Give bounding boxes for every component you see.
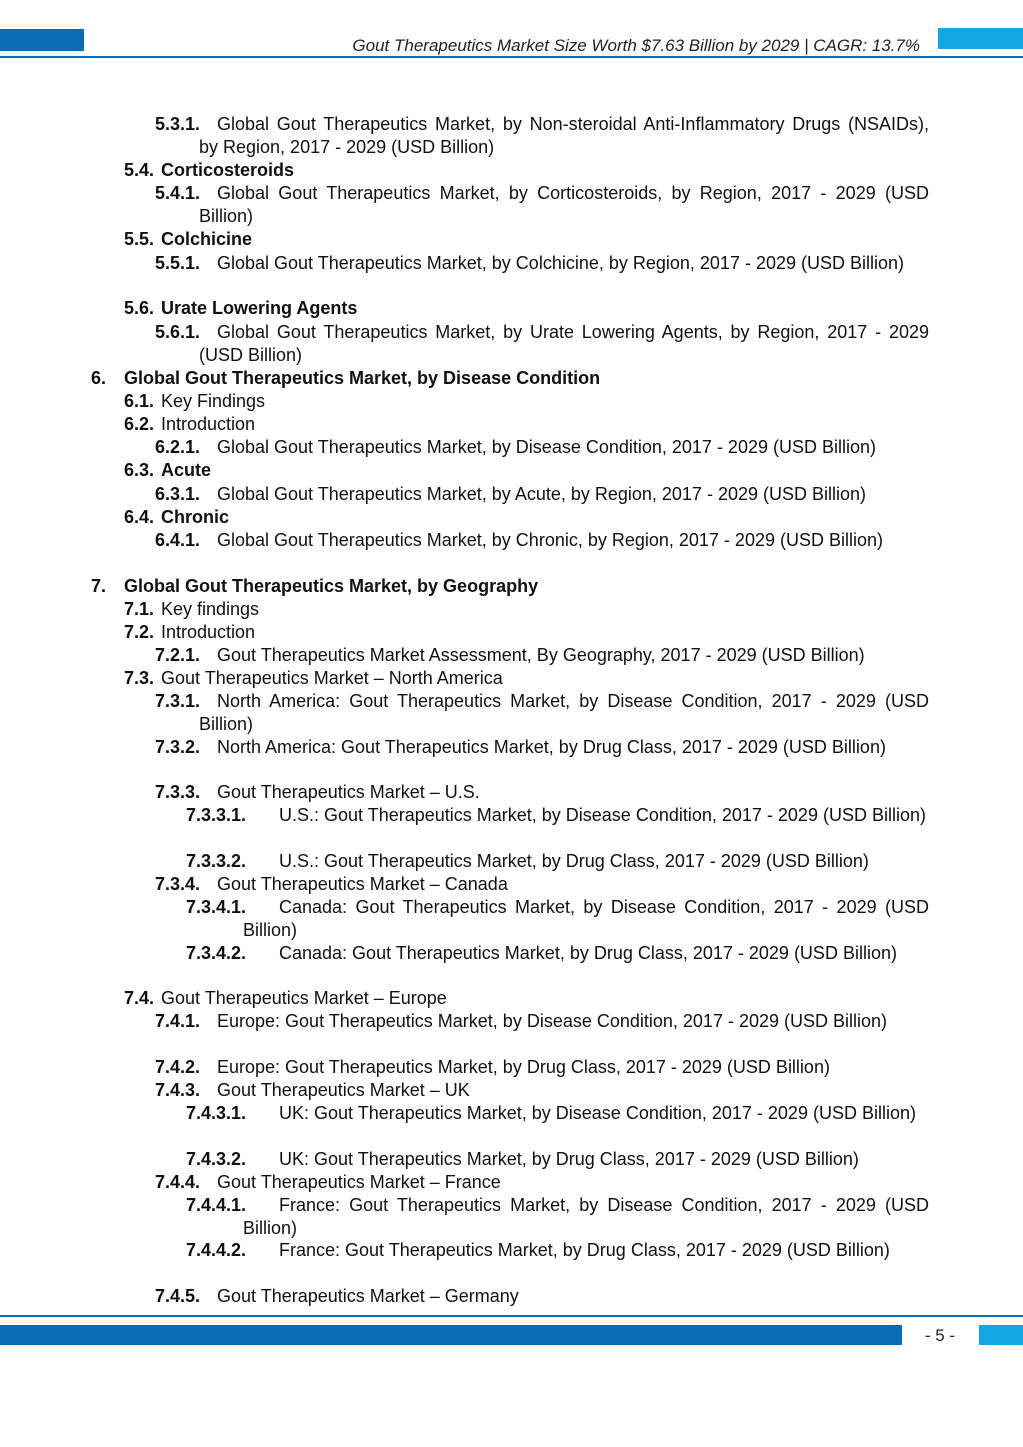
toc-entry [124, 506, 929, 529]
toc-entry [124, 459, 929, 482]
toc-entry-text: Global Gout Therapeutics Market, by Geography [124, 576, 539, 596]
toc-entry-text: Global Gout Therapeutics Market, by Non-steroidal Anti-Inflammatory Drugs (NSAIDs), by Region, 2017 - 2029 (USD Billion) [199, 114, 929, 157]
toc-entry-number: 5.5. [124, 229, 155, 249]
toc-entry-number: 7.3. [124, 668, 155, 688]
header-rule [0, 56, 1023, 58]
toc-entry [186, 1194, 929, 1239]
toc-entry-text: Urate Lowering Agents [161, 298, 358, 318]
toc-entry-number: 5.4.1. [155, 183, 201, 203]
toc-entry-text: Key Findings [161, 391, 266, 411]
footer-bar [0, 1325, 902, 1345]
toc-entry [155, 1285, 929, 1308]
toc-entry [155, 182, 929, 227]
page-number: - 5 - [924, 1326, 956, 1345]
toc-entry [155, 781, 929, 804]
toc-entry-text: Gout Therapeutics Market Assessment, By Geography, 2017 - 2029 (USD Billion) [217, 645, 865, 665]
toc-entry-number: 7.3.4. [155, 874, 201, 894]
toc-entry-text: Global Gout Therapeutics Market, by Urate Lowering Agents, by Region, 2017 - 2029 (USD Billion) [199, 322, 929, 365]
toc-entry [124, 159, 929, 182]
toc-entry [124, 987, 929, 1010]
toc-entry-number: 7.3.4.1. [186, 897, 247, 917]
toc-entry [186, 942, 929, 965]
toc-entry-text: Global Gout Therapeutics Market, by Colchicine, by Region, 2017 - 2029 (USD Billion) [217, 253, 905, 273]
toc-entry-number: 7.4.4.2. [186, 1240, 247, 1260]
toc-entry [155, 1010, 929, 1033]
toc-entry [155, 690, 929, 735]
toc-entry-number: 5.6.1. [155, 322, 201, 342]
toc-entry-text: Global Gout Therapeutics Market, by Acute, by Region, 2017 - 2029 (USD Billion) [217, 484, 867, 504]
toc-entry-number: 5.6. [124, 298, 155, 318]
toc-entry-text: Gout Therapeutics Market – France [217, 1172, 501, 1192]
toc-entry-number: 7.3.4.2. [186, 943, 247, 963]
toc-entry-text: U.S.: Gout Therapeutics Market, by Disease Condition, 2017 - 2029 (USD Billion) [279, 805, 926, 825]
toc-entry-text: Gout Therapeutics Market – North America [161, 668, 503, 688]
toc-entry-text: Introduction [161, 414, 256, 434]
toc-entry [124, 390, 929, 413]
toc-entry-text: Gout Therapeutics Market – Europe [161, 988, 447, 1008]
footer-accent-right [979, 1325, 1023, 1345]
toc-entry-number: 7.3.1. [155, 691, 201, 711]
toc-entry [155, 1079, 929, 1102]
toc-entry [124, 621, 929, 644]
toc-entry-number: 7.2. [124, 622, 155, 642]
toc-entry-text: Chronic [161, 507, 230, 527]
toc-entry-number: 7.4.3.1. [186, 1103, 247, 1123]
toc-entry-number: 5.5.1. [155, 253, 201, 273]
toc-entry-text: Gout Therapeutics Market – Germany [217, 1286, 519, 1306]
toc-entry-number: 7.3.2. [155, 737, 201, 757]
toc-entry-text: Gout Therapeutics Market – U.S. [217, 782, 480, 802]
toc-entry [124, 667, 929, 690]
toc-entry [186, 804, 929, 827]
toc-entry-text: Colchicine [161, 229, 253, 249]
toc-entry-text: UK: Gout Therapeutics Market, by Disease Condition, 2017 - 2029 (USD Billion) [279, 1103, 916, 1123]
toc-entry-number: 6.3. [124, 460, 155, 480]
toc-entry-number: 6.2. [124, 414, 155, 434]
toc-entry-text: UK: Gout Therapeutics Market, by Drug Class, 2017 - 2029 (USD Billion) [279, 1149, 859, 1169]
header-title: Gout Therapeutics Market Size Worth $7.63 Billion by 2029 | CAGR: 13.7% [352, 36, 920, 55]
toc-entry [155, 436, 929, 459]
toc-entry [155, 113, 929, 158]
toc-entry-number: 6.4.1. [155, 530, 201, 550]
toc-entry [155, 252, 929, 275]
toc-entry-text: Acute [161, 460, 212, 480]
toc-entry [155, 1056, 929, 1079]
toc-entry-text: Canada: Gout Therapeutics Market, by Disease Condition, 2017 - 2029 (USD Billion) [243, 897, 929, 940]
toc-entry-number: 7.4.1. [155, 1011, 201, 1031]
toc-entry [124, 413, 929, 436]
toc-entry-text: Global Gout Therapeutics Market, by Disease Condition [124, 368, 601, 388]
toc-entry [91, 367, 929, 390]
toc-entry-number: 5.3.1. [155, 114, 201, 134]
toc-entry-text: Introduction [161, 622, 256, 642]
toc-entry [124, 598, 929, 621]
toc-entry [186, 1102, 929, 1125]
toc-entry-text: U.S.: Gout Therapeutics Market, by Drug Class, 2017 - 2029 (USD Billion) [279, 851, 869, 871]
header-accent-right [938, 28, 1023, 49]
toc-entry [124, 228, 929, 251]
toc-entry-text: Global Gout Therapeutics Market, by Chronic, by Region, 2017 - 2029 (USD Billion) [217, 530, 883, 550]
toc-entry-text: Global Gout Therapeutics Market, by Disease Condition, 2017 - 2029 (USD Billion) [217, 437, 876, 457]
toc-entry-number: 7.4.3. [155, 1080, 201, 1100]
toc-entry-number: 7.3.3.1. [186, 805, 247, 825]
toc-entry-number: 6.4. [124, 507, 155, 527]
toc-entry-text: Gout Therapeutics Market – UK [217, 1080, 470, 1100]
toc-entry-number: 7.4.5. [155, 1286, 201, 1306]
toc-entry-number: 5.4. [124, 160, 155, 180]
toc-entry-number: 7.2.1. [155, 645, 201, 665]
toc-entry [155, 483, 929, 506]
header-accent-left [0, 29, 84, 51]
toc-entry-text: North America: Gout Therapeutics Market, by Disease Condition, 2017 - 2029 (USD Billion) [199, 691, 929, 734]
toc-entry [91, 575, 929, 598]
toc-entry-number: 6. [91, 368, 107, 388]
toc-entry-text: Europe: Gout Therapeutics Market, by Disease Condition, 2017 - 2029 (USD Billion) [217, 1011, 888, 1031]
toc-entry [186, 1148, 929, 1171]
toc-entry [186, 896, 929, 941]
toc-entry [155, 873, 929, 896]
toc-entry-number: 7.3.3.2. [186, 851, 247, 871]
toc-entry [155, 321, 929, 366]
toc-entry [155, 644, 929, 667]
toc-entry [155, 529, 929, 552]
toc-entry [186, 1239, 929, 1262]
toc-entry-text: Canada: Gout Therapeutics Market, by Drug Class, 2017 - 2029 (USD Billion) [279, 943, 897, 963]
toc-entry-number: 7.3.3. [155, 782, 201, 802]
toc-entry [124, 297, 929, 320]
toc-entry-text: Gout Therapeutics Market – Canada [217, 874, 508, 894]
footer-rule [0, 1315, 1023, 1317]
toc-entry-number: 7.1. [124, 599, 155, 619]
toc-entry-text: North America: Gout Therapeutics Market, by Drug Class, 2017 - 2029 (USD Billion) [217, 737, 886, 757]
toc-entry-number: 7.4.2. [155, 1057, 201, 1077]
toc-entry-text: Global Gout Therapeutics Market, by Corticosteroids, by Region, 2017 - 2029 (USD Billion) [199, 183, 929, 226]
toc-entry [155, 736, 929, 759]
toc-entry-text: Key findings [161, 599, 260, 619]
toc-entry-text: Corticosteroids [161, 160, 295, 180]
toc-entry-number: 6.3.1. [155, 484, 201, 504]
toc-entry-number: 6.2.1. [155, 437, 201, 457]
toc-entry-text: Europe: Gout Therapeutics Market, by Drug Class, 2017 - 2029 (USD Billion) [217, 1057, 830, 1077]
toc-entry-number: 7.4.3.2. [186, 1149, 247, 1169]
toc-entry-number: 6.1. [124, 391, 155, 411]
toc-entry [155, 1171, 929, 1194]
toc-entry-number: 7. [91, 576, 107, 596]
toc-entry-number: 7.4.4.1. [186, 1195, 247, 1215]
toc-entry-number: 7.4. [124, 988, 155, 1008]
toc-entry-number: 7.4.4. [155, 1172, 201, 1192]
toc-entry-text: France: Gout Therapeutics Market, by Disease Condition, 2017 - 2029 (USD Billion) [243, 1195, 929, 1238]
toc-entry [186, 850, 929, 873]
toc-entry-text: France: Gout Therapeutics Market, by Drug Class, 2017 - 2029 (USD Billion) [279, 1240, 890, 1260]
